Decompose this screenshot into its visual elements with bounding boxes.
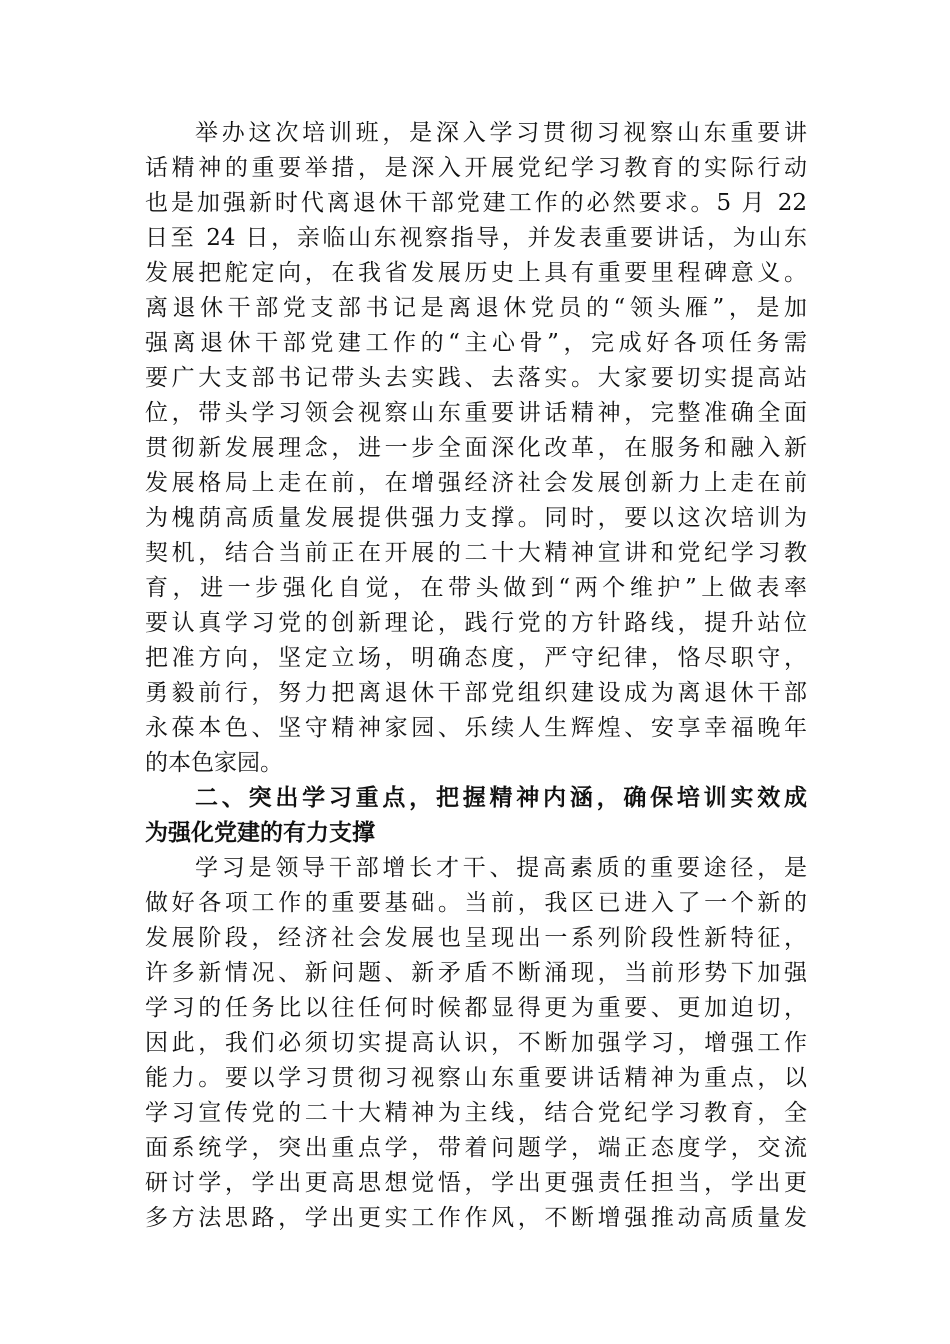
text-line: 发展把舵定向，在我省发展历史上具有重要里程碑意义。 xyxy=(145,260,807,286)
body-paragraph-2 xyxy=(145,851,807,1236)
text-line: 发展阶段，经济社会发展也呈现出一系列阶段性新特征， xyxy=(145,925,807,951)
text-line: 学习的任务比以往任何时候都显得更为重要、更加迫切， xyxy=(145,995,807,1021)
text-line: 离退休干部党支部书记是离退休党员的“领头雁”，是加 xyxy=(145,295,807,321)
text-line: 许多新情况、新问题、新矛盾不断涌现，当前形势下加强 xyxy=(145,960,807,986)
text-line: 做好各项工作的重要基础。当前，我区已进入了一个新的 xyxy=(145,890,807,916)
body-paragraph-1 xyxy=(145,116,807,781)
section-heading xyxy=(145,781,807,851)
text-line: 学习是领导干部增长才干、提高素质的重要途径，是 xyxy=(195,855,807,881)
heading-line: 二、突出学习重点，把握精神内涵，确保培训实效成 xyxy=(195,785,807,811)
document-page xyxy=(145,116,807,1236)
text-line: 能力。要以学习贯彻习视察山东重要讲话精神为重点，以 xyxy=(145,1065,807,1091)
text-line: 贯彻新发展理念，进一步全面深化改革，在服务和融入新 xyxy=(145,435,807,461)
text-line: 话精神的重要举措，是深入开展党纪学习教育的实际行动 xyxy=(145,155,807,181)
text-line: 日至 24 日，亲临山东视察指导，并发表重要讲话，为山东 xyxy=(145,225,807,251)
text-line: 的本色家园。 xyxy=(145,750,283,776)
text-line: 契机，结合当前正在开展的二十大精神宣讲和党纪学习教 xyxy=(145,540,807,566)
text-line: 位，带头学习领会视察山东重要讲话精神，完整准确全面 xyxy=(145,400,807,426)
text-line: 永葆本色、坚守精神家园、乐续人生辉煌、安享幸福晚年 xyxy=(145,715,807,741)
text-line: 把准方向，坚定立场，明确态度，严守纪律，恪尽职守， xyxy=(145,645,807,671)
heading-line: 为强化党建的有力支撑 xyxy=(145,820,375,846)
text-line: 也是加强新时代离退休干部党建工作的必然要求。5 月 22 xyxy=(145,190,807,216)
text-line: 强离退休干部党建工作的“主心骨”，完成好各项任务需 xyxy=(145,330,807,356)
text-line: 多方法思路，学出更实工作作风，不断增强推动高质量发 xyxy=(145,1205,807,1231)
text-line: 为槐荫高质量发展提供强力支撑。同时，要以这次培训为 xyxy=(145,505,807,531)
text-line: 勇毅前行，努力把离退休干部党组织建设成为离退休干部 xyxy=(145,680,807,706)
text-line: 面系统学，突出重点学，带着问题学，端正态度学，交流 xyxy=(145,1135,807,1161)
text-line: 要广大支部书记带头去实践、去落实。大家要切实提高站 xyxy=(145,365,807,391)
text-line: 举办这次培训班，是深入学习贯彻习视察山东重要讲 xyxy=(195,120,807,146)
text-line: 研讨学，学出更高思想觉悟，学出更强责任担当，学出更 xyxy=(145,1170,807,1196)
text-line: 育，进一步强化自觉，在带头做到“两个维护”上做表率 xyxy=(145,575,807,601)
text-line: 发展格局上走在前，在增强经济社会发展创新力上走在前 xyxy=(145,470,807,496)
text-line: 因此，我们必须切实提高认识，不断加强学习，增强工作 xyxy=(145,1030,807,1056)
text-line: 学习宣传党的二十大精神为主线，结合党纪学习教育，全 xyxy=(145,1100,807,1126)
text-line: 要认真学习党的创新理论，践行党的方针路线，提升站位 xyxy=(145,610,807,636)
